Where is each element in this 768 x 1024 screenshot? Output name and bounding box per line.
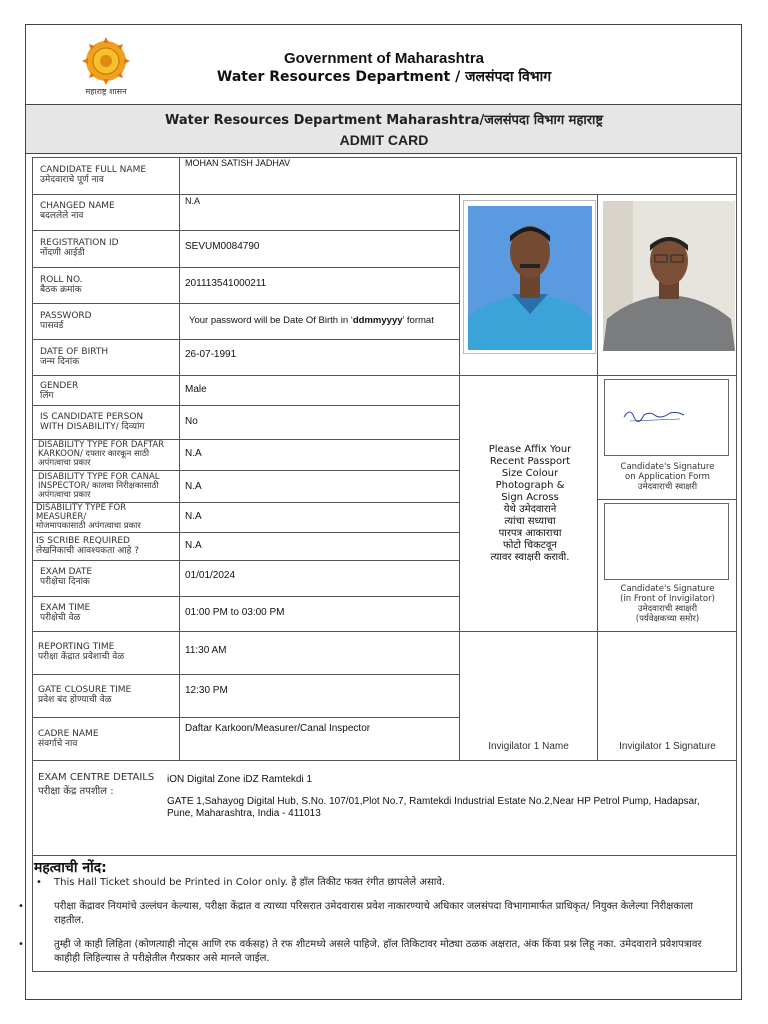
reporting-time-value: 11:30 AM	[185, 645, 227, 656]
scribe-value: N.A	[185, 540, 202, 551]
roll-no-value: 201113541000211	[185, 278, 267, 289]
disability-measurer-value: N.A	[185, 511, 202, 522]
note-item: • This Hall Ticket should be Printed in Color only. हे हॉल तिकीट फक्त रंगीत छापलेले असावे.	[36, 877, 446, 888]
disability-measurer-label: DISABILITY TYPE FOR MEASURER/ मोजमापकासाठी अपंगत्वाचा प्रकार	[36, 503, 141, 531]
note-item: • तुम्ही जे काही लिहिता (कोणत्याही नोट्स आणि रफ वर्कसह) ते रफ शीटमध्ये असले पाहिजे. हॉल तिकिटावर मोठ्या ठळक अक्षरात, अंक किंवा प्रश्न लिहू नका. उमेदवाराने प्रवेशपत्रावर काहीही लिहिल्यास ते परीक्षेतील गैरप्रकार असे मानले जाईल.	[18, 939, 702, 964]
disability-canal-value: N.A	[185, 481, 202, 492]
full-name-label: CANDIDATE FULL NAME उमेदवाराचे पूर्ण नाव	[40, 165, 147, 185]
gate-closure-value: 12:30 PM	[185, 685, 228, 696]
gender-label: GENDER लिंग	[40, 381, 79, 401]
department-title: Water Resources Department / जलसंपदा विभाग	[216, 69, 552, 85]
exam-centre-address: GATE 1,Sahayog Digital Hub, S.No. 107/01,Plot No.7, Ramtekdi Industrial Estate No.2,Near HP Petrol Pump, Hadapsar, Pune, Maharashtra, India - 411013	[167, 796, 700, 819]
full-name-value: MOHAN SATISH JADHAV	[185, 158, 291, 168]
invigilator-signature-box	[604, 503, 729, 580]
registration-id-label: REGISTRATION ID नोंदणी आईडी	[40, 238, 119, 258]
disability-value: No	[185, 416, 198, 427]
gender-value: Male	[185, 384, 207, 395]
government-title: Government of Maharashtra	[283, 50, 485, 67]
note-item: • परीक्षा केंद्रावर नियमांचे उल्लंघन केल्यास, परीक्षा केंद्रात व त्याच्या परिसरात उमेदवारास प्रवेश नाकारण्याचे अधिकार जलसंपदा विभागामार्फत प्राधिकृत/ नियुक्त केलेल्या निरीक्षकाला राहतील.	[18, 901, 693, 926]
changed-name-value: N.A	[185, 196, 201, 206]
exam-centre-name: iON Digital Zone iDZ Ramtekdi 1	[167, 774, 313, 785]
emblem-caption: महाराष्ट्र शासन	[85, 87, 127, 96]
exam-time-label: EXAM TIME परीक्षेची वेळ	[40, 603, 91, 623]
dob-label: DATE OF BIRTH जन्म दिनांक	[40, 347, 109, 367]
candidate-signature-image	[620, 405, 690, 425]
captured-photo	[603, 201, 735, 351]
disability-label: IS CANDIDATE PERSON WITH DISABILITY/ दिव्यांग	[40, 412, 145, 432]
exam-time-value: 01:00 PM to 03:00 PM	[185, 607, 285, 618]
invigilator-name-label: Invigilator 1 Name	[488, 741, 569, 752]
invigilator-signature-caption: Candidate's Signature (in Front of Invigilator) उमेदवाराची स्वाक्षरी (पर्यवेक्षकच्या समोर)	[620, 584, 715, 624]
gate-closure-label: GATE CLOSURE TIME प्रवेश बंद होण्याची वेळ	[38, 685, 132, 705]
disability-canal-label: DISABILITY TYPE FOR CANAL INSPECTOR/ कालवा निरीक्षकासाठी अपंगत्वाचा प्रकार	[38, 472, 160, 500]
registration-id-value: SEVUM0084790	[185, 241, 260, 252]
invigilator-signature-label: Invigilator 1 Signature	[619, 741, 716, 752]
band-title: Water Resources Department Maharashtra/जलसंपदा विभाग महाराष्ट्र	[165, 113, 603, 128]
scribe-label: IS SCRIBE REQUIRED लेखनिकाची आवश्यकता आहे ?	[36, 536, 140, 556]
dob-value: 26-07-1991	[185, 349, 237, 360]
notes-title: महत्वाची नोंद:	[34, 860, 107, 876]
candidate-photo	[468, 206, 592, 350]
admit-card-title: ADMIT CARD	[339, 132, 429, 148]
exam-centre-label: EXAM CENTRE DETAILS परीक्षा केंद्र तपशील :	[38, 772, 155, 797]
cadre-label: CADRE NAME संवर्गाचे नाव	[38, 729, 99, 749]
exam-date-label: EXAM DATE परीक्षेचा दिनांक	[40, 567, 93, 587]
cadre-value: Daftar Karkoon/Measurer/Canal Inspector	[185, 723, 371, 734]
affix-photo-instructions: Please Affix Your Recent Passport Size Colour Photograph & Sign Across येथे उमेदवाराने त्यांचा सध्याचा पारपत्र आकाराचा फोटो चिकटवून त्यावर स्वाक्षरी करावी.	[488, 444, 572, 563]
roll-no-label: ROLL NO. बैठक क्रमांक	[40, 275, 83, 295]
password-value: Your password will be Date Of Birth in ‘ddmmyyyy’ format	[189, 315, 434, 326]
changed-name-label: CHANGED NAME बदललेले नाव	[40, 201, 115, 221]
reporting-time-label: REPORTING TIME परीक्षा केंद्रात प्रवेशाची वेळ	[38, 642, 125, 662]
application-signature-caption: Candidate's Signature on Application Form उमेदवाराची स्वाक्षरी	[620, 462, 715, 492]
exam-date-value: 01/01/2024	[185, 570, 236, 581]
disability-daftar-value: N.A	[185, 448, 202, 459]
password-label: PASSWORD पासवर्ड	[40, 311, 92, 331]
disability-daftar-label: DISABILITY TYPE FOR DAFTAR KARKOON/ दफ्तार कारकून साठी अपंगत्वाचा प्रकार	[38, 440, 165, 468]
